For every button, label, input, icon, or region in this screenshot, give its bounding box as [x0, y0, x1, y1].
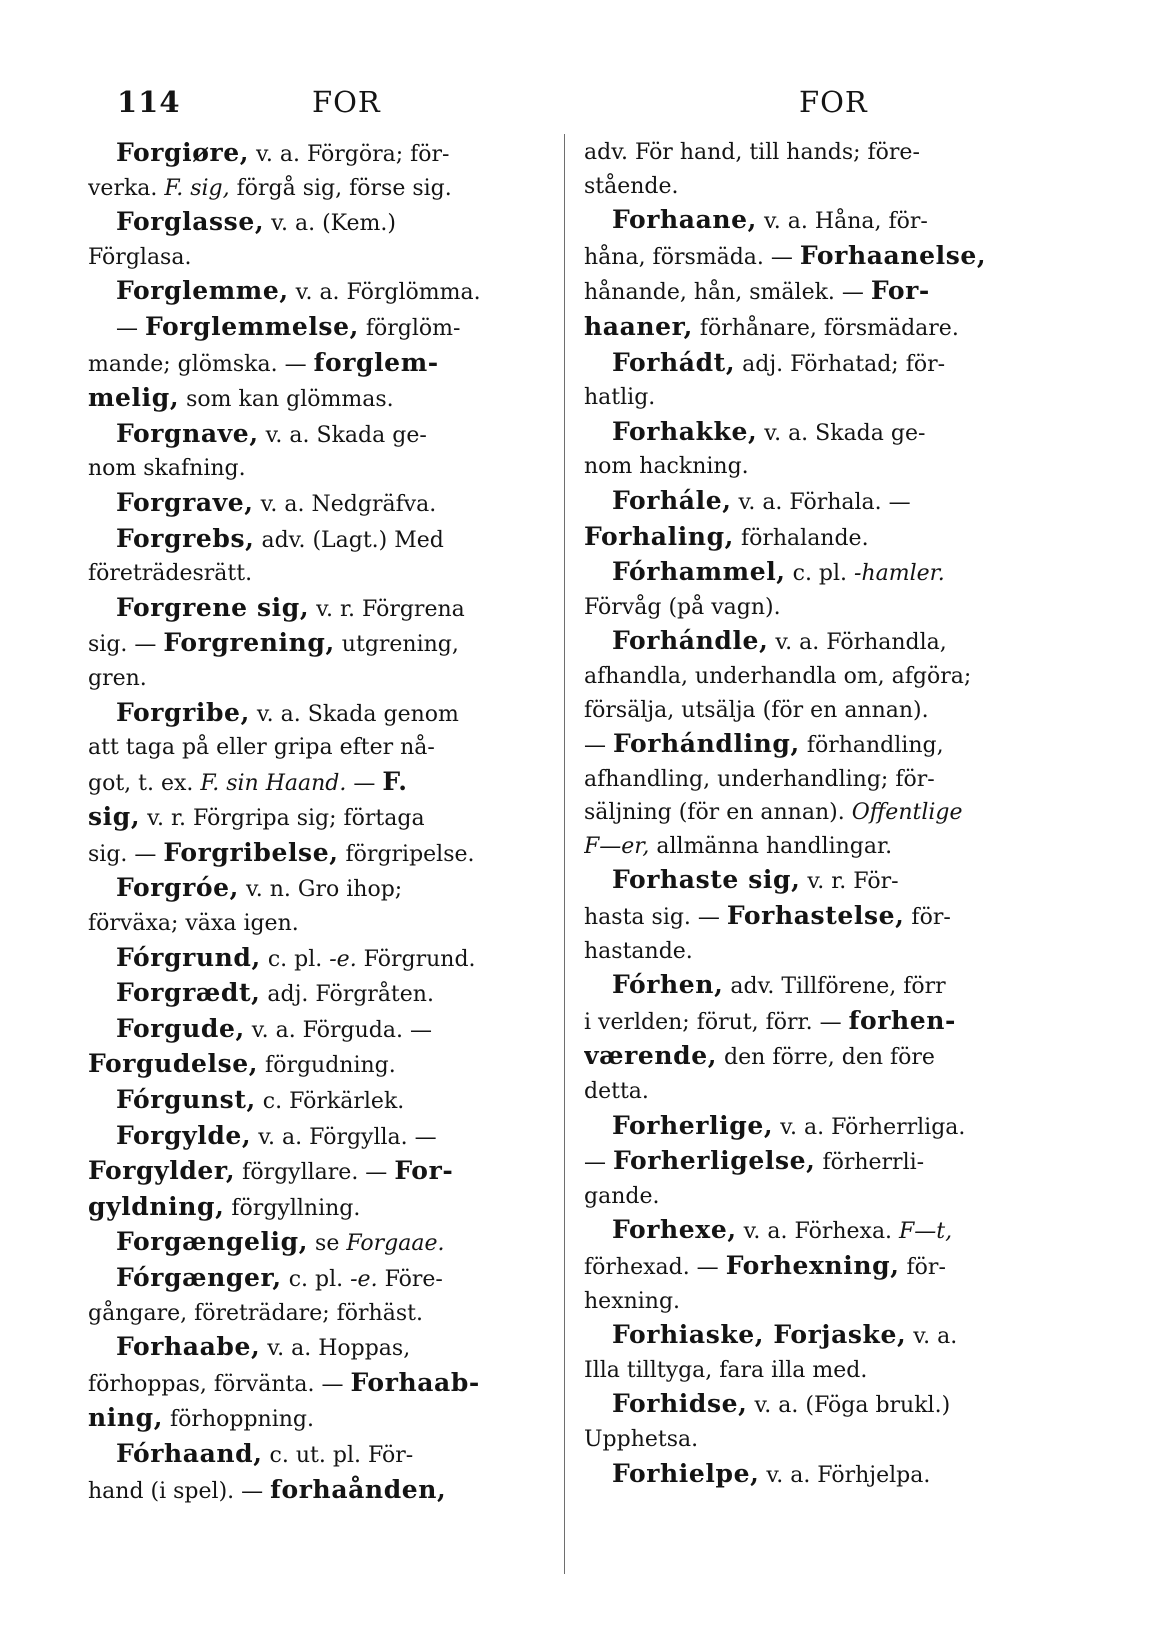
right-column [584, 136, 1056, 1492]
definition-text: v. a. Förgöra; för- [249, 142, 450, 167]
headword: Forgylder, [88, 1156, 236, 1186]
definition-text: gångare, företrädare; förhäst. [88, 1300, 423, 1326]
headword: sig, [88, 802, 141, 832]
entry-line [88, 941, 558, 977]
definition-text: säljning (för en annan). [584, 800, 852, 826]
headword: Forhielpe, [612, 1458, 760, 1488]
definition-text: håna, försmäda. — [584, 244, 800, 270]
headword: Forgrebs, [116, 523, 255, 553]
entry-line [88, 871, 558, 907]
headword: Fórgunst, [116, 1085, 256, 1115]
definition-text: stående. [584, 173, 679, 199]
definition-text: hand (i spel). — [88, 1478, 271, 1504]
entry-line [584, 1423, 1056, 1457]
entry-line [88, 205, 558, 241]
italic-text: Forgaae. [346, 1231, 445, 1257]
headword: Forgylde, [116, 1120, 252, 1150]
entry-line [584, 935, 1056, 969]
entry-line [584, 1004, 1056, 1040]
definition-text: förhånare, försmädare. [692, 315, 959, 341]
entry-line [584, 624, 1056, 660]
entry-line [584, 170, 1056, 204]
definition-text: v. a. Förherrliga. [773, 1114, 966, 1140]
headword: ning, [88, 1403, 164, 1433]
headword: Forglemmelse, [145, 311, 359, 341]
entry-line [88, 836, 558, 872]
headword: Forgribe, [116, 697, 250, 727]
headword: Forhaling, [584, 521, 734, 551]
entry-line [88, 976, 558, 1012]
definition-text: — [584, 1150, 613, 1176]
definition-text: v. r. Förgripa sig; förtaga [140, 806, 425, 832]
entry-line [584, 1387, 1056, 1423]
entry-line [584, 1457, 1056, 1493]
entry-line [88, 1225, 558, 1261]
entry-line [88, 591, 558, 627]
entry-line [88, 452, 558, 486]
definition-text: gren. [88, 665, 147, 691]
headword: Forgængelig, [116, 1227, 309, 1257]
entry-line [88, 557, 558, 591]
headword: Forglasse, [116, 207, 265, 237]
headword: gyldning, [88, 1191, 225, 1221]
headword: Forgrene sig, [116, 592, 310, 622]
entry-line [584, 727, 1056, 763]
entry-line [88, 274, 558, 310]
left-column [88, 136, 558, 1508]
definition-text: Förglasa. [88, 244, 192, 270]
definition-text: se [308, 1231, 347, 1257]
definition-text: mande; glömska. — [88, 351, 314, 377]
definition-text: v. n. Gro ihop; [238, 877, 403, 903]
italic-text: Offentlige [851, 800, 963, 826]
definition-text: i verlden; förut, förr. — [584, 1009, 849, 1035]
definition-text: — [116, 315, 145, 341]
entry-line [584, 1144, 1056, 1180]
definition-text: adv. För hand, till hands; före- [584, 140, 920, 165]
entry-line [88, 417, 558, 453]
entry-line [584, 1075, 1056, 1109]
entry-line [584, 346, 1056, 382]
definition-text: förhoppas, förvänta. — [88, 1371, 351, 1397]
headword: Forhaane, [612, 205, 757, 235]
headword: Forgribelse, [163, 837, 339, 867]
entry-line [584, 763, 1056, 797]
definition-text: företrädesrätt. [88, 561, 253, 587]
entry-line [584, 555, 1056, 591]
italic-text: F. sin Haand. [200, 770, 347, 796]
definition-text: förgripelse. [338, 841, 475, 867]
definition-text: v. a. (Kem.) [264, 211, 396, 237]
entry-line [584, 1318, 1056, 1354]
entry-line [584, 1285, 1056, 1319]
definition-text: som kan glömmas. [179, 387, 394, 413]
headword: haaner, [584, 311, 693, 341]
definition-text: v. a. Förglömma. [288, 280, 481, 306]
entry-line [584, 830, 1056, 864]
definition-text: detta. [584, 1079, 649, 1105]
definition-text: hasta sig. — [584, 905, 727, 931]
definition-text: nom skafning. [88, 456, 246, 482]
entry-line [88, 765, 558, 801]
headword: forhaånden, [270, 1474, 447, 1504]
definition-text: nom hackning. [584, 454, 749, 480]
definition-text: v. a. Förhala. — [731, 489, 911, 515]
definition-text: v. a. Skada ge- [757, 420, 926, 446]
headword: Forhaabe, [116, 1332, 261, 1362]
headword: melig, [88, 383, 180, 413]
headword: Forhándling, [613, 729, 800, 759]
definition-text: förglöm- [358, 315, 461, 341]
entry-line [88, 662, 558, 696]
definition-text: v. r. Förgrena [309, 596, 465, 622]
definition-text: förgyllare. — [235, 1160, 395, 1186]
entry-line [584, 1213, 1056, 1249]
entry-line [584, 520, 1056, 556]
entry-line [88, 1401, 558, 1437]
definition-text: allmänna handlingar. [649, 833, 893, 859]
definition-text: c. pl. [785, 561, 855, 587]
entry-line [584, 591, 1056, 625]
headword: Forherlige, [612, 1110, 774, 1140]
definition-text: v. a. Skada genom [249, 701, 459, 727]
entry-line [88, 346, 558, 382]
page-number: 114 [117, 85, 181, 119]
entry-line [88, 522, 558, 558]
entry-line [88, 310, 558, 346]
definition-text: utgrening, [334, 632, 459, 658]
definition-text: hatlig. [584, 385, 656, 411]
headword: Fórhammel, [612, 557, 786, 587]
entry-line [88, 486, 558, 522]
entry-line [584, 899, 1056, 935]
italic-text: -hamler. [854, 561, 945, 587]
definition-text: afhandla, underhandla om, afgöra; [584, 663, 972, 689]
entry-line [584, 484, 1056, 520]
headword: Forhidse, [612, 1389, 748, 1419]
headword: Forgróe, [116, 873, 239, 903]
headword: Forhiaske, Forjaske, [612, 1320, 907, 1350]
definition-text: förherrli- [815, 1150, 925, 1176]
entry-line [88, 1047, 558, 1083]
definition-text: v. a. Förguda. — [244, 1017, 432, 1043]
left-guide-word: FOR [312, 85, 381, 119]
entry-line [88, 696, 558, 732]
headword: F. [382, 766, 408, 796]
right-guide-word: FOR [799, 85, 868, 119]
headword: Forhále, [612, 485, 732, 515]
entry-line [584, 1039, 1056, 1075]
entry-line [584, 310, 1056, 346]
headword: Forhexe, [612, 1215, 737, 1245]
definition-text: c. pl. [281, 1267, 351, 1292]
headword: Forhaab- [350, 1367, 480, 1397]
entry-line [584, 415, 1056, 451]
entry-line [88, 1473, 558, 1509]
entry-line [584, 863, 1056, 899]
definition-text: verka. [88, 175, 165, 201]
definition-text: sig. — [88, 841, 164, 867]
definition-text: förgå sig, förse sig. [229, 175, 452, 201]
entry-line [88, 907, 558, 941]
definition-text: Före- [377, 1267, 443, 1292]
entry-line [584, 381, 1056, 415]
definition-text: den förre, den före [717, 1045, 935, 1071]
entry-line [88, 1261, 558, 1297]
definition-text: adv. Tillförene, förr [723, 974, 946, 1000]
entry-line [88, 381, 558, 417]
entry-line [584, 1354, 1056, 1388]
entry-line [584, 203, 1056, 239]
entry-line [88, 626, 558, 662]
entry-line [584, 1180, 1056, 1214]
entry-line [88, 1083, 558, 1119]
definition-text: v. a. Håna, för- [757, 209, 928, 235]
headword: Forhakke, [612, 416, 758, 446]
definition-text: för- [899, 1255, 946, 1280]
italic-text: -e. [350, 1267, 378, 1292]
definition-text: gande. [584, 1183, 660, 1209]
definition-text: hexning. [584, 1288, 681, 1314]
entry-line [584, 694, 1056, 728]
headword: forglem- [313, 347, 439, 377]
definition-text: för- [904, 905, 951, 931]
headword: Forgrave, [116, 487, 254, 517]
entry-line [88, 1437, 558, 1473]
definition-text: Förvåg (på vagn). [584, 594, 781, 620]
entry-line [88, 1366, 558, 1402]
definition-text: adv. (Lagt.) Med [254, 527, 444, 553]
definition-text: förhoppning. [163, 1407, 314, 1433]
definition-text: förgyllning. [224, 1195, 361, 1221]
entry-line [584, 1249, 1056, 1285]
definition-text: förgudning. [258, 1053, 396, 1079]
headword: Forgnave, [116, 418, 259, 448]
entry-line [584, 450, 1056, 484]
definition-text: adj. Förhatad; för- [735, 351, 946, 377]
definition-text: afhandling, underhandling; för- [584, 766, 935, 792]
definition-text: Illa tilltyga, fara illa med. [584, 1357, 868, 1383]
entry-line [88, 800, 558, 836]
definition-text: förväxa; växa igen. [88, 911, 299, 937]
headword: Forhaste sig, [612, 865, 801, 895]
headword: Forhándle, [612, 626, 769, 656]
definition-text: v. a. (Föga brukl.) [747, 1393, 951, 1419]
headword: Forgudelse, [88, 1049, 259, 1079]
column-divider [564, 134, 565, 1574]
entry-line [584, 796, 1056, 830]
definition-text: adj. Förgråten. [260, 982, 434, 1008]
headword: For- [870, 276, 930, 306]
entry-line [88, 1012, 558, 1048]
headword: forhen- [848, 1005, 957, 1035]
definition-text: v. a. Förgylla. — [251, 1124, 437, 1150]
definition-text: försälja, utsälja (för en annan). [584, 697, 929, 723]
definition-text: got, t. ex. [88, 770, 201, 796]
headword: Forhádt, [612, 347, 736, 377]
entry-line [584, 968, 1056, 1004]
italic-text: F. sig, [164, 175, 230, 201]
italic-text: -e. [329, 946, 357, 972]
headword: For- [394, 1156, 454, 1186]
headword: Fórgænger, [116, 1263, 282, 1292]
headword: værende, [584, 1041, 718, 1071]
entry-line [584, 136, 1056, 170]
entry-line [88, 731, 558, 765]
entry-line [584, 239, 1056, 275]
entry-line [88, 172, 558, 206]
headword: Forhastelse, [726, 901, 905, 931]
definition-text: hånande, hån, smälek. — [584, 280, 871, 306]
definition-text: sig. — [88, 632, 164, 658]
definition-text: v. a. Förhexa. [736, 1219, 900, 1245]
definition-text: v. r. För- [800, 869, 899, 895]
definition-text: c. pl. [260, 946, 330, 972]
entry-line [88, 136, 558, 172]
entry-line [584, 1109, 1056, 1145]
definition-text: hastande. [584, 938, 693, 964]
definition-text: att taga på eller gripa efter nå- [88, 735, 435, 761]
definition-text: — [584, 733, 613, 759]
definition-text: c. Förkärlek. [255, 1089, 405, 1115]
headword: Forherligelse, [613, 1146, 816, 1176]
entry-line [88, 1119, 558, 1155]
definition-text: v. a. Förhandla, [768, 630, 947, 656]
headword: Forgude, [116, 1013, 245, 1043]
headword: Fórhaand, [116, 1438, 263, 1468]
italic-text: F—t, [899, 1219, 953, 1245]
definition-text: v. a. Nedgräfva. [253, 491, 437, 517]
definition-text: förhandling, [799, 733, 944, 759]
entry-line [88, 241, 558, 275]
entry-line [88, 1330, 558, 1366]
definition-text: v. a. [906, 1324, 958, 1350]
headword: Forhaanelse, [799, 240, 987, 270]
definition-text: förhexad. — [584, 1255, 726, 1280]
entry-line [88, 1190, 558, 1226]
definition-text: c. ut. pl. För- [262, 1442, 414, 1468]
headword: Fórhen, [612, 970, 724, 1000]
definition-text: v. a. Skada ge- [258, 422, 427, 448]
definition-text: förhalande. [733, 525, 869, 551]
italic-text: F—er, [584, 833, 650, 859]
headword: Forgrædt, [116, 978, 261, 1008]
entry-line [88, 1297, 558, 1331]
entry-line [584, 660, 1056, 694]
definition-text: v. a. Hoppas, [260, 1336, 411, 1362]
headword: Forhexning, [725, 1251, 900, 1280]
headword: Forglemme, [116, 276, 289, 306]
entry-line [584, 274, 1056, 310]
definition-text: v. a. Förhjelpa. [759, 1462, 931, 1488]
headword: Forgrening, [163, 628, 335, 658]
definition-text: — [346, 770, 383, 796]
definition-text: Upphetsa. [584, 1426, 699, 1452]
headword: Fórgrund, [116, 942, 261, 972]
entry-line [88, 1154, 558, 1190]
headword: Forgiøre, [116, 138, 250, 167]
definition-text: Förgrund. [356, 946, 476, 972]
